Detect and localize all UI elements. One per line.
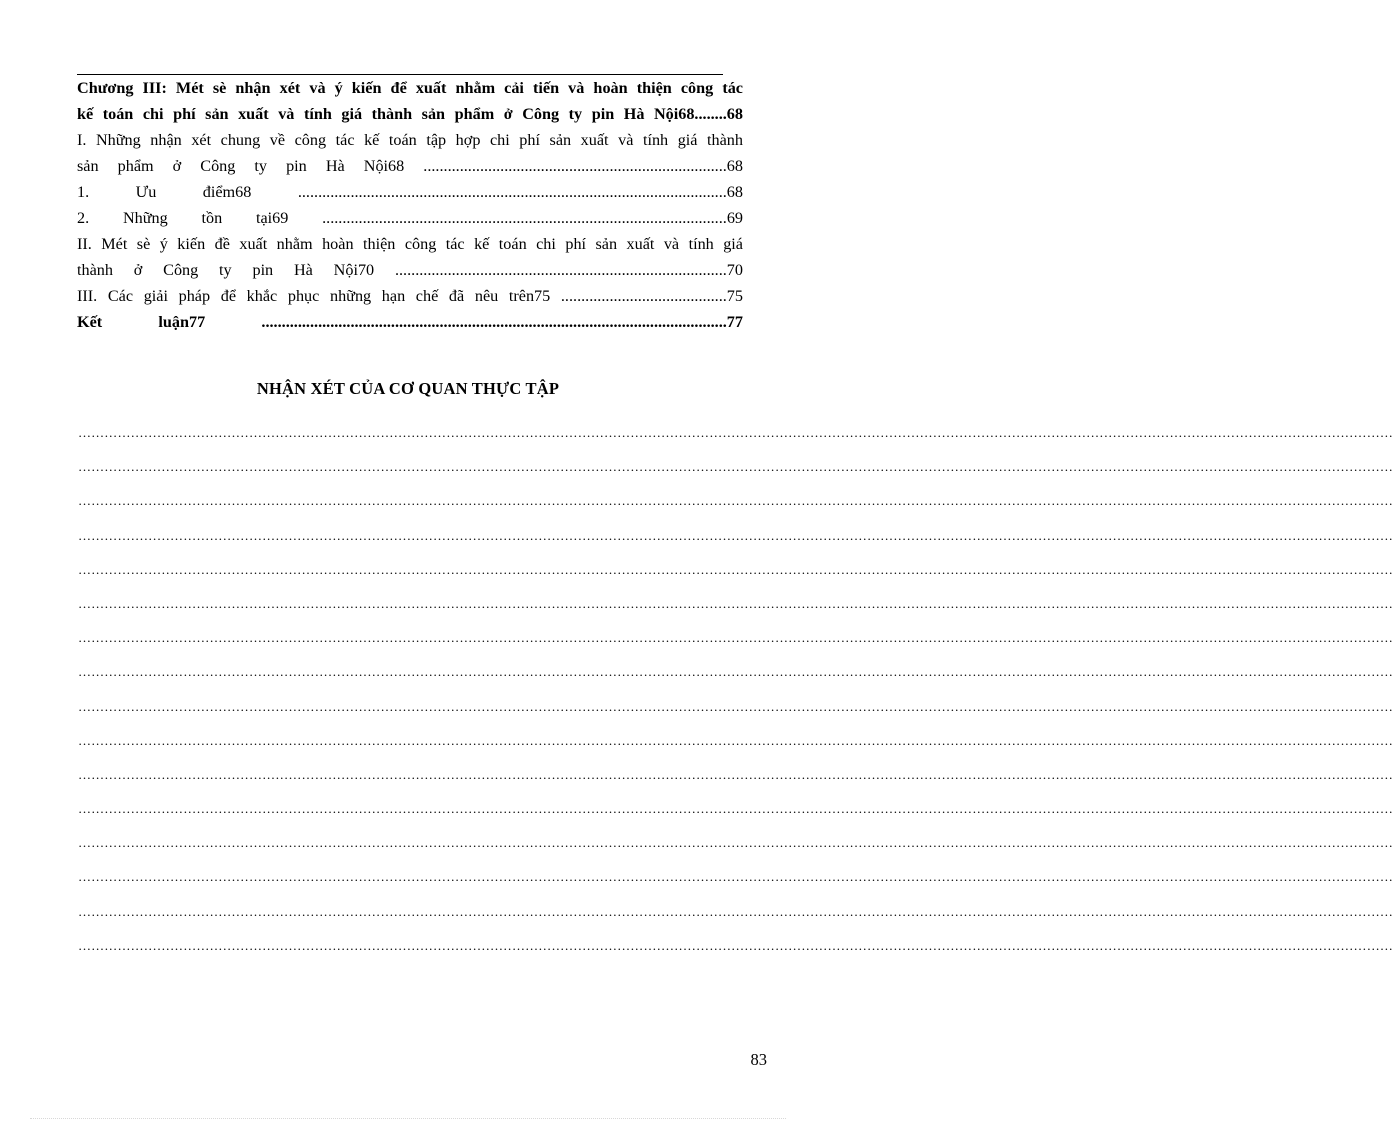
comment-line: ………………………………………………………………………………………………………………………………………………………………………………………………………………………………………………………………………… (78, 766, 1393, 782)
comment-line: ………………………………………………………………………………………………………………………………………………………………………………………………………………………………………………………………………… (78, 903, 1393, 919)
toc-item2-line1: II. Mét sè ý kiến đề xuất nhằm hoàn thiện công tác kế toán chi phí sản xuất và tính giá (77, 235, 743, 253)
comment-line: ………………………………………………………………………………………………………………………………………………………………………………………………………………………………………………………………………… (78, 698, 1393, 714)
comment-line: ………………………………………………………………………………………………………………………………………………………………………………………………………………………………………………………………………… (78, 732, 1393, 748)
toc-item1-line2: sản phẩm ở Công ty pin Hà Nội68 ...........................................................................68 (77, 157, 743, 175)
toc-item3: III. Các giải pháp để khắc phục những hạn chế đã nêu trên75 .........................................75 (77, 287, 743, 305)
toc-item1-line1: I. Những nhận xét chung về công tác kế toán tập hợp chi phí sản xuất và tính giá thành (77, 131, 743, 149)
section-heading: NHẬN XÉT CỦA CƠ QUAN THỰC TẬP (256, 379, 560, 398)
comment-line: ………………………………………………………………………………………………………………………………………………………………………………………………………………………………………………………………………… (78, 937, 1393, 953)
comment-line: ………………………………………………………………………………………………………………………………………………………………………………………………………………………………………………………………………… (78, 664, 1393, 680)
bottom-rule (30, 1118, 786, 1119)
table-of-contents (77, 75, 743, 335)
toc-chapter3-line1: Chương III: Mét sè nhận xét và ý kiến để xuất nhằm cải tiến và hoàn thiện công tác (77, 79, 743, 97)
toc-item2-line2: thành ở Công ty pin Hà Nội70 ..................................................................................70 (77, 261, 743, 279)
comment-line: ………………………………………………………………………………………………………………………………………………………………………………………………………………………………………………………………………… (78, 493, 1393, 509)
comment-line: ………………………………………………………………………………………………………………………………………………………………………………………………………………………………………………………………………… (78, 561, 1393, 577)
comment-line: ………………………………………………………………………………………………………………………………………………………………………………………………………………………………………………………………………… (78, 425, 1393, 440)
page-number: 83 (750, 1050, 767, 1069)
comment-line: ………………………………………………………………………………………………………………………………………………………………………………………………………………………………………………………………………… (78, 630, 1393, 646)
comment-line: ………………………………………………………………………………………………………………………………………………………………………………………………………………………………………………………………………… (78, 595, 1393, 611)
toc-item1b: 2. Những tồn tại69 ....................................................................................................69 (77, 209, 743, 227)
toc-conclusion: Kết luận77 ...................................................................................................................77 (77, 313, 743, 331)
toc-chapter3-line2: kế toán chi phí sản xuất và tính giá thành sản phẩm ở Công ty pin Hà Nội68........68 (77, 105, 743, 123)
comment-line: ………………………………………………………………………………………………………………………………………………………………………………………………………………………………………………………………………… (78, 801, 1393, 817)
comment-line: ………………………………………………………………………………………………………………………………………………………………………………………………………………………………………………………………………… (78, 459, 1393, 475)
comment-line: ………………………………………………………………………………………………………………………………………………………………………………………………………………………………………………………………………… (78, 869, 1393, 885)
comment-lines (78, 416, 1393, 963)
comment-line: ………………………………………………………………………………………………………………………………………………………………………………………………………………………………………………………………………… (78, 835, 1393, 851)
toc-item1a: 1. Ưu điểm68 ..........................................................................................................68 (77, 183, 743, 201)
comment-line: ………………………………………………………………………………………………………………………………………………………………………………………………………………………………………………………………………… (78, 527, 1393, 543)
